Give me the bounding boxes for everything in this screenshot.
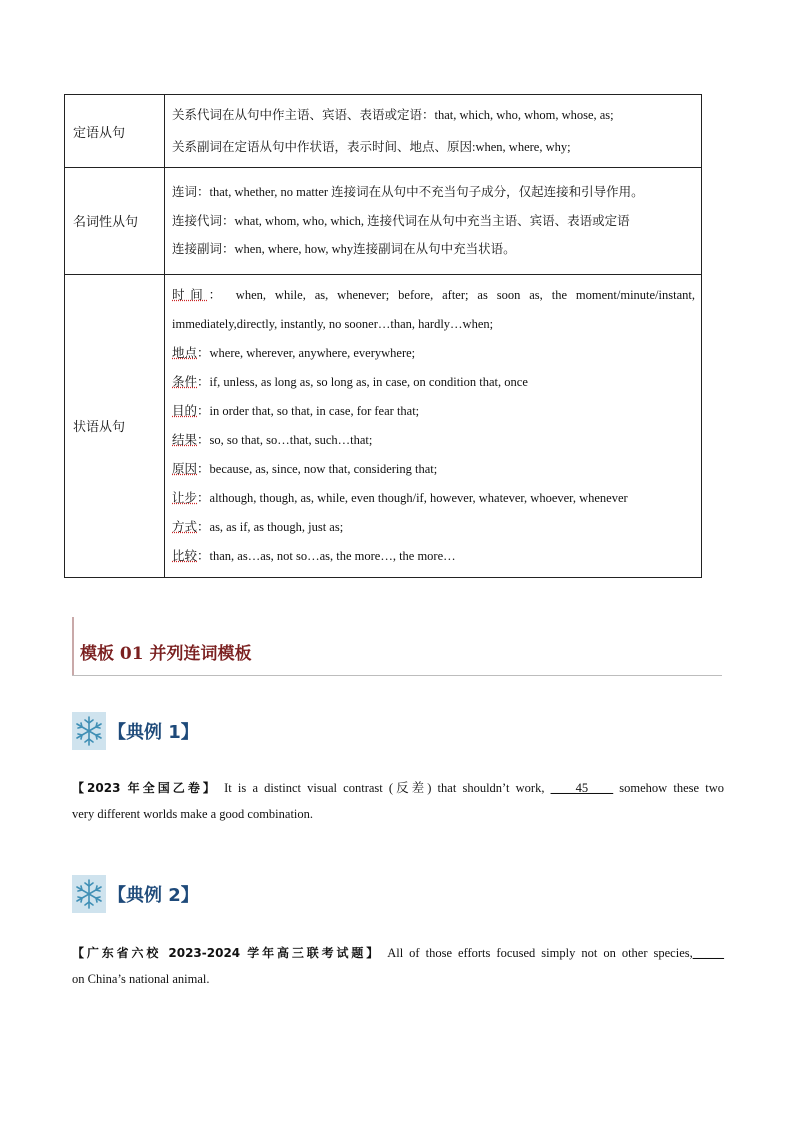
content-line: 地点：where, wherever, anywhere, everywhere;: [172, 345, 416, 360]
category-label: 目的: [172, 403, 198, 418]
content-line: 条件：if, unless, as long as, so long as, in case, on condition that, once: [172, 374, 528, 389]
category-label: 地点: [172, 345, 198, 360]
question-source: 【2023 年全国乙卷】: [72, 781, 218, 795]
snowflake-icon: [72, 875, 106, 913]
grammar-table: [64, 94, 702, 578]
row-content: [165, 95, 702, 168]
category-label: 时间: [172, 287, 209, 302]
example-question: 【2023 年全国乙卷】 It is a distinct visual contrast (反差) that shouldn’t work, ____45____ somehow these two very different worlds make a good combination.: [72, 775, 724, 827]
content-line: 方式：as, as if, as though, just as;: [172, 519, 344, 534]
category-label: 条件: [172, 374, 198, 389]
content-line: 关系副词在定语从句中作状语，表示时间、地点、原因:when, where, why;: [172, 140, 571, 154]
table-row: [65, 274, 702, 577]
content-line: 让步：although, though, as, while, even though/if, however, whatever, whoever, whenever: [172, 490, 628, 505]
row-content: [165, 274, 702, 577]
content-line: 连词：that, whether, no matter 连接词在从句中不充当句子成分，仅起连接和引导作用。: [172, 185, 644, 199]
question-line: very different worlds make a good combination.: [72, 807, 314, 821]
section-bar: [72, 617, 74, 675]
answer-blank: ____45____: [550, 781, 614, 795]
question-source: 【广东省六校 2023-2024 学年高三联考试题】: [72, 946, 382, 960]
example-question: 【广东省六校 2023-2024 学年高三联考试题】 All of those efforts focused simply not on other species,_____ on China’s national animal.: [72, 940, 724, 992]
row-content: [165, 168, 702, 275]
content-line: 连接代词：what, whom, who, which, 连接代词在从句中充当主语、宾语、表语或定语: [172, 213, 630, 228]
category-label: 结果: [172, 432, 198, 447]
example-header: [72, 875, 199, 913]
content-line: 关系代词在从句中作主语、宾语、表语或定语：that, which, who, whom, whose, as;: [172, 108, 614, 122]
category-label: 原因: [172, 461, 198, 476]
content-line: 目的：in order that, so that, in case, for fear that;: [172, 403, 420, 418]
example-title: 【典例 2】: [108, 885, 199, 906]
section-header: [72, 617, 722, 676]
content-line: immediately,directly, instantly, no sooner…than, hardly…when;: [172, 316, 494, 331]
table-row: [65, 168, 702, 275]
example-header: [72, 712, 199, 750]
category-label: 让步: [172, 490, 198, 505]
example-title: 【典例 1】: [108, 722, 199, 743]
content-line: 比较：than, as…as, not so…as, the more…, the more…: [172, 548, 456, 563]
category-label: 比较: [172, 548, 198, 563]
content-line: 时间： when, while, as, whenever; before, after; as soon as, the moment/minute/instant,: [172, 287, 695, 302]
content-line: 结果：so, so that, so…that, such…that;: [172, 432, 373, 447]
section-title: 模板 01 并列连词模板: [80, 644, 252, 664]
row-label: 状语从句: [65, 274, 165, 577]
category-label: 方式: [172, 519, 198, 534]
table-row: [65, 95, 702, 168]
snowflake-icon: [72, 712, 106, 750]
answer-blank: _____: [692, 946, 724, 960]
content-line: 连接副词：when, where, how, why连接副词在从句中充当状语。: [172, 242, 516, 256]
row-label: 定语从句: [65, 95, 165, 168]
row-label: 名词性从句: [65, 168, 165, 275]
question-line: on China’s national animal.: [72, 972, 210, 986]
content-line: 原因：because, as, since, now that, considering that;: [172, 461, 438, 476]
